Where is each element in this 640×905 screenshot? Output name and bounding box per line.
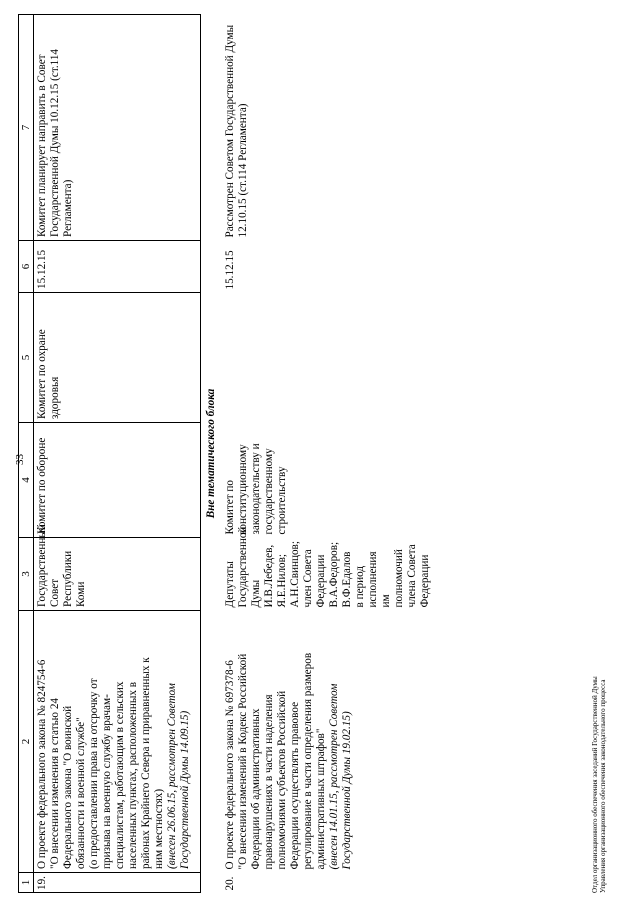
co-committee-cell <box>222 293 434 423</box>
bill-note-line: Государственной Думы 19.02.15) <box>341 711 353 870</box>
bill-note-line: (внесен 14.01.15, рассмотрен Советом <box>328 683 340 870</box>
bill-note-line: Государственной Думы 14.09.15) <box>179 710 191 869</box>
bill-title-line: ним местностях) <box>153 788 165 869</box>
column-header: 5 <box>19 293 34 423</box>
initiator-cell <box>222 526 434 611</box>
bill-title-line: полномочиями субъектов Российской <box>276 690 288 870</box>
row-number: 20. <box>224 876 236 891</box>
footer <box>591 676 607 893</box>
co-committee-cell: Комитет по охране здоровья <box>34 293 201 423</box>
initiator-line: Я.Е.Нилов; <box>276 553 288 608</box>
bill-title-line: "О внесении изменения в статью 24 <box>49 697 61 869</box>
bill-title-line: (о предоставлении права на отсрочку от <box>88 678 100 869</box>
footer-line: Отдел организационного обеспечения заседаний Государственной Думы <box>591 676 599 893</box>
initiator-line: члена Совета <box>406 544 418 608</box>
section-row <box>201 15 223 893</box>
status-cell: Комитет планирует направить в Совет Государственной Думы 10.12.15 (ст.114 Регламента) <box>34 15 201 241</box>
bill-title-line: Федерации об административных <box>250 708 262 870</box>
initiator-line: Федерации <box>419 554 431 608</box>
initiator-line: И.В.Лебедев, <box>263 544 275 608</box>
bill-title-line: Федерального закона "О воинской <box>62 705 74 869</box>
footer-line: Управления организационного обеспечения законодательного процесса <box>599 679 607 893</box>
bill-title-line: О проекте федерального закона № 697378-6 <box>224 660 236 870</box>
column-header: 1 <box>19 873 34 893</box>
column-header: 6 <box>19 241 34 293</box>
table-row <box>34 15 201 893</box>
initiator-line: Депутаты <box>224 561 236 608</box>
initiator-line: в период <box>354 565 366 608</box>
committee-cell: Комитет по конституционному законодательству и государственному строительству <box>224 443 288 535</box>
initiator-cell: Государственный Совет Республики Коми <box>34 538 201 611</box>
bill-title-line: Федерации осуществлять правовое <box>289 701 301 870</box>
date-cell: 15.12.15 <box>224 250 236 290</box>
status-cell: Рассмотрен Советом Государственной Думы 12.10.15 (ст.114 Регламента) <box>224 24 249 238</box>
bill-title-line: обязанности и военной службе" <box>75 717 87 869</box>
initiator-line: Думы <box>250 579 262 608</box>
column-header: 4 <box>19 423 34 538</box>
bill-title-line: специалистам, работающим в сельских <box>114 681 126 869</box>
date-cell: 15.12.15 <box>34 241 201 293</box>
initiator-line: В.Ф.Едалов <box>341 551 353 608</box>
column-header: 3 <box>19 538 34 611</box>
bill-title-cell <box>222 611 434 873</box>
column-header: 7 <box>19 15 34 241</box>
table-row <box>222 15 434 893</box>
bill-title-line: регулирование в части определения размеров <box>302 652 314 870</box>
bill-note-line: (внесен 26.06.15, рассмотрен Советом <box>166 683 178 869</box>
initiator-line: исполнения им <box>367 551 392 608</box>
bill-title-line: О проекте федерального закона № 824754-6 <box>36 659 48 869</box>
bill-title-line: административных штрафов" <box>315 728 327 870</box>
initiator-line: А.Н.Свинцов; <box>289 541 301 608</box>
bill-title-line: районах Крайнего Севера и приравненных к <box>140 657 152 869</box>
table-header-row <box>19 15 34 893</box>
bill-title-line: "О внесении изменений в Кодекс Российской <box>237 653 249 870</box>
bill-title-line: призыва на военную службу врачам- <box>101 694 113 869</box>
initiator-line: член Совета <box>302 549 314 608</box>
initiator-line: полномочий <box>393 549 405 608</box>
initiator-line: Государственной <box>237 526 249 608</box>
bill-title-line: правонарушениях в части наделения <box>263 694 275 870</box>
row-number: 19. <box>34 873 201 893</box>
page-number: 33 <box>14 454 26 465</box>
bill-title-line: населенных пунктах, расположенных в <box>127 681 139 869</box>
initiator-line: Федерации <box>315 554 327 608</box>
bill-title-cell <box>34 611 201 873</box>
section-title: Вне тематического блока <box>205 388 217 519</box>
column-header: 2 <box>19 611 34 873</box>
bills-table <box>18 14 434 893</box>
committee-cell: Комитет по обороне <box>34 423 201 538</box>
initiator-line: В.А.Федоров; <box>328 541 340 608</box>
